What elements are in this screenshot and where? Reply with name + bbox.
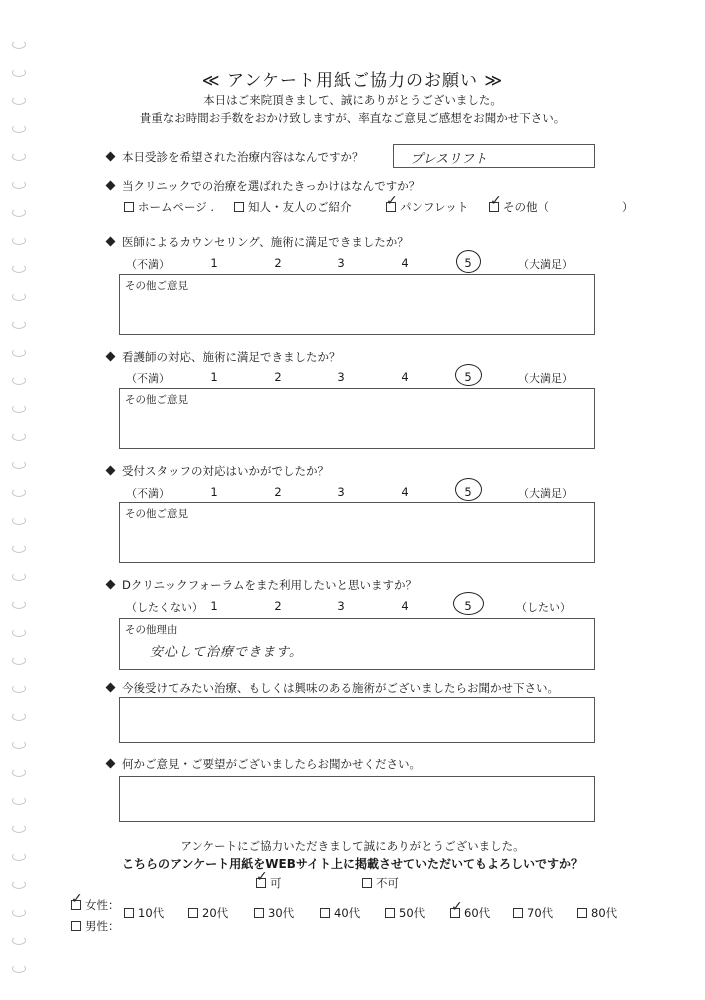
q4-comment-field[interactable] — [119, 388, 595, 449]
age-50s[interactable]: 50代 — [385, 905, 425, 921]
checkbox-age[interactable] — [385, 908, 395, 918]
diamond-bullet-icon — [106, 759, 116, 769]
question-5: 受付スタッフの対応はいかがでしたか？ — [107, 463, 329, 479]
question-1: 本日受診を希望された治療内容はなんですか？ — [107, 149, 364, 165]
age-30s[interactable]: 30代 — [254, 905, 294, 921]
intro-line-1: 本日はご来院頂きまして、誠にありがとうございました。 — [203, 93, 502, 107]
scale-1[interactable]: 1 — [210, 485, 218, 499]
scale-2[interactable]: 2 — [274, 370, 282, 384]
option-other[interactable]: その他（ — [489, 199, 549, 215]
check-mark-icon: ✓ — [256, 869, 268, 885]
scale-4[interactable]: 4 — [401, 485, 409, 499]
q6-reason-text: 安心して治療できます。 — [150, 645, 303, 660]
option-pamphlet[interactable]: パンフレット — [386, 199, 468, 215]
scale-high-label: （したい） — [516, 601, 571, 614]
scale-5[interactable]: 5 — [464, 256, 472, 270]
checkbox-male[interactable] — [71, 921, 81, 931]
selected-circle — [455, 364, 482, 386]
q8-answer-field[interactable] — [119, 776, 595, 822]
scale-3[interactable]: 3 — [337, 256, 345, 270]
scale-low-label: （不満） — [126, 372, 170, 385]
comment-label: その他ご意見 — [125, 394, 188, 406]
scale-low-label: （不満） — [126, 487, 170, 500]
age-40s[interactable]: 40代 — [320, 905, 360, 921]
checkbox-age[interactable] — [513, 908, 523, 918]
diamond-bullet-icon — [106, 152, 116, 162]
check-mark-icon: ✓ — [386, 193, 398, 209]
checkbox-age[interactable] — [124, 908, 134, 918]
diamond-bullet-icon — [106, 352, 116, 362]
scale-2[interactable]: 2 — [274, 485, 282, 499]
age-60s[interactable]: 60代 — [450, 905, 490, 921]
diamond-bullet-icon — [106, 580, 116, 590]
q1-answer-text: プレスリフト — [410, 152, 488, 167]
selected-circle — [456, 250, 481, 273]
scale-5[interactable]: 5 — [464, 485, 472, 499]
web-option-no[interactable]: 不可 — [362, 875, 399, 891]
diamond-bullet-icon — [106, 683, 116, 693]
checkbox-homepage[interactable] — [124, 202, 134, 212]
thanks-text: アンケートにご協力いただきまして誠にありがとうございました。 — [180, 839, 525, 853]
scale-1[interactable]: 1 — [210, 256, 218, 270]
scale-5[interactable]: 5 — [464, 370, 472, 384]
question-8: 何かご意見・ご要望がございましたらお聞かせください。 — [107, 756, 421, 772]
q6-reason-field[interactable] — [119, 618, 595, 670]
checkbox-web-no[interactable] — [362, 878, 372, 888]
comment-label: その他ご意見 — [125, 280, 188, 292]
gender-female[interactable]: 女性： — [71, 897, 120, 913]
question-4: 看護師の対応、施術に満足できましたか？ — [107, 349, 341, 365]
selected-circle — [453, 592, 484, 615]
question-6: Dクリニックフォーラムをまた利用したいと思いますか？ — [107, 577, 417, 593]
q5-comment-field[interactable] — [119, 502, 595, 563]
diamond-bullet-icon — [106, 466, 116, 476]
diamond-bullet-icon — [106, 181, 116, 191]
scale-5[interactable]: 5 — [464, 599, 472, 613]
web-option-yes[interactable]: 可 — [256, 875, 282, 891]
checkbox-age[interactable] — [320, 908, 330, 918]
form-title: ≪ アンケート用紙ご協力のお願い ≫ — [201, 71, 504, 91]
age-70s[interactable]: 70代 — [513, 905, 553, 921]
scale-4[interactable]: 4 — [401, 256, 409, 270]
scale-4[interactable]: 4 — [401, 370, 409, 384]
check-mark-icon: ✓ — [71, 891, 83, 907]
scale-1[interactable]: 1 — [210, 599, 218, 613]
scale-low-label: （したくない） — [126, 601, 203, 614]
checkbox-age[interactable] — [254, 908, 264, 918]
q3-comment-field[interactable] — [119, 274, 595, 335]
scale-high-label: （大満足） — [518, 258, 573, 271]
scale-3[interactable]: 3 — [337, 599, 345, 613]
scale-high-label: （大満足） — [518, 487, 573, 500]
scale-3[interactable]: 3 — [337, 370, 345, 384]
comment-label: その他ご意見 — [125, 508, 188, 520]
diamond-bullet-icon — [106, 237, 116, 247]
question-7: 今後受けてみたい治療、もしくは興味のある施術がございましたらお聞かせ下さい。 — [107, 680, 559, 696]
question-3: 医師によるカウンセリング、施術に満足できましたか？ — [107, 234, 409, 250]
option-referral[interactable]: 知人・友人のご紹介 — [234, 199, 352, 215]
age-80s[interactable]: 80代 — [577, 905, 617, 921]
option-homepage[interactable]: ホームページ . — [124, 199, 214, 215]
checkbox-age[interactable] — [577, 908, 587, 918]
selected-circle — [455, 478, 482, 501]
intro-line-2: 貴重なお時間お手数をおかけ致しますが、率直なご意見ご感想をお聞かせ下さい。 — [139, 111, 566, 125]
gender-male[interactable]: 男性： — [71, 918, 120, 934]
scale-low-label: （不満） — [126, 258, 170, 271]
option-other-close: ） — [622, 200, 634, 214]
scale-2[interactable]: 2 — [274, 599, 282, 613]
scale-1[interactable]: 1 — [210, 370, 218, 384]
web-permission-question: こちらのアンケート用紙をWEBサイト上に掲載させていただいてもよろしいですか？ — [121, 857, 584, 871]
q1-answer-field[interactable] — [393, 144, 595, 168]
age-10s[interactable]: 10代 — [124, 905, 164, 921]
age-20s[interactable]: 20代 — [188, 905, 228, 921]
question-2: 当クリニックでの治療を選ばれたきっかけはなんですか？ — [107, 178, 420, 194]
checkbox-referral[interactable] — [234, 202, 244, 212]
q7-answer-field[interactable] — [119, 697, 595, 743]
scale-4[interactable]: 4 — [401, 599, 409, 613]
check-mark-icon: ✓ — [490, 193, 502, 209]
reason-label: その他理由 — [125, 624, 178, 636]
scale-3[interactable]: 3 — [337, 485, 345, 499]
scale-high-label: （大満足） — [518, 372, 573, 385]
check-mark-icon: ✓ — [451, 899, 463, 915]
scale-2[interactable]: 2 — [274, 256, 282, 270]
checkbox-age[interactable] — [188, 908, 198, 918]
